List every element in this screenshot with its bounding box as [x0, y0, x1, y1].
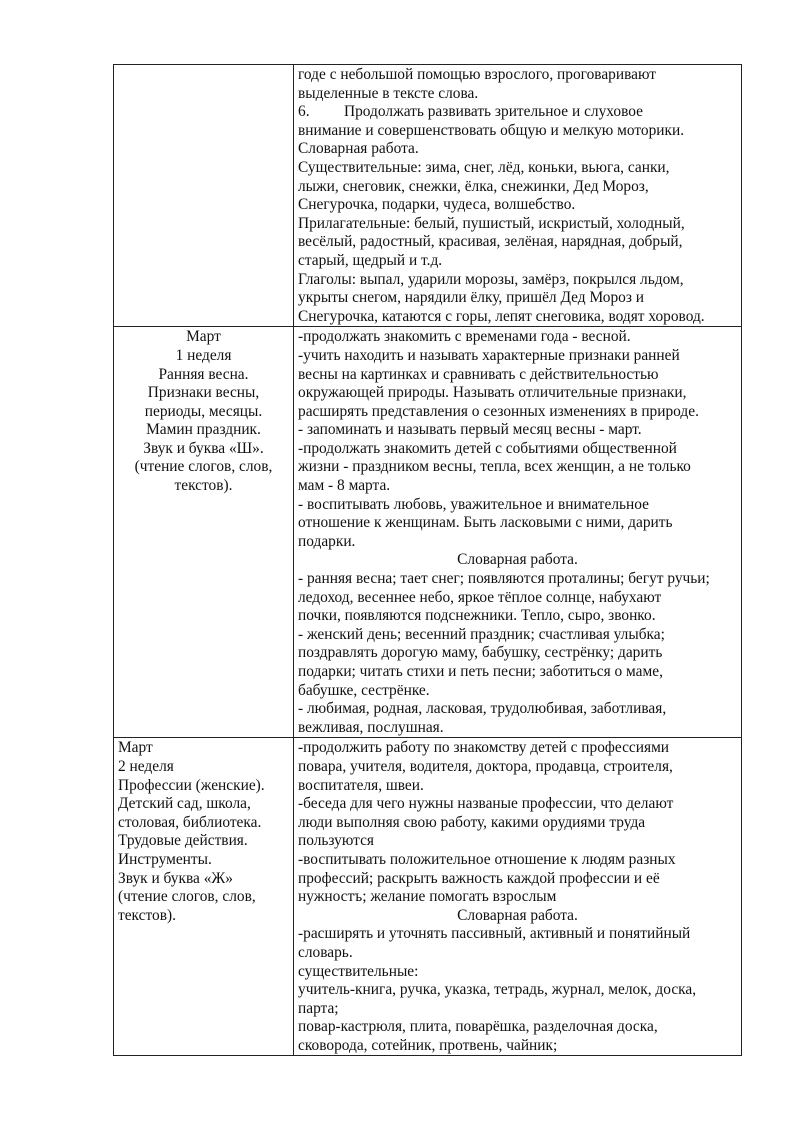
text-line: Снегурочка, подарки, чудеса, волшебство.: [298, 196, 576, 214]
text-line: пользуются: [298, 832, 374, 850]
text-line: нужностъ; желание помогать взрослым: [298, 888, 557, 906]
text-line: воспитателя, швеи.: [298, 776, 424, 794]
text-line: внимание и совершенствовать общую и мелкую моторики.: [298, 121, 685, 139]
text-line: весны на картинках и сравнивать с действительностью: [298, 365, 659, 383]
topic-line: Детский сад, школа,: [118, 795, 251, 813]
text-line: весёлый, радостный, красивая, зелёная, нарядная, добрый,: [298, 233, 683, 251]
text-line: подарки.: [298, 532, 356, 550]
text-line: бабушке, сестрёнке.: [298, 681, 430, 699]
table-row: [114, 65, 742, 327]
content-cell: [294, 738, 742, 1056]
text-line: подарки; читать стихи и петь песни; заботиться о маме,: [298, 663, 663, 680]
text-line: -продолжить работу по знакомству детей с профессиями: [298, 739, 670, 757]
topic-month: Март: [186, 328, 221, 346]
text-line: парта;: [298, 999, 339, 1017]
text-line: почки, появляются подснежники. Тепло, сыро, звонко.: [298, 607, 656, 625]
topic-line: Трудовые действия.: [118, 832, 248, 850]
text-line: -воспитывать положительное отношение к людям разных: [298, 850, 676, 868]
text-line: - ранняя весна; тает снег; появляются проталины; бегут ручьи;: [298, 570, 710, 588]
text-line: поздравлять дорогую маму, бабушку, сестрёнку; дарить: [298, 644, 663, 662]
text-line: ледоход, весеннее небо, яркое тёплое солнце, набухают: [298, 588, 662, 606]
topic-month: Март: [118, 739, 153, 757]
lesson-plan-table: [113, 64, 742, 1056]
vocabulary-heading: Словарная работа.: [457, 551, 578, 569]
text-line: мам - 8 марта.: [298, 477, 391, 495]
text-line: -беседа для чего нужны названые профессии, что делают: [298, 795, 674, 813]
table-row: [114, 738, 742, 1056]
text-line: - запоминать и называть первый месяц весны - март.: [298, 421, 642, 439]
text-line: Снегурочка, катаются с горы, лепят снеговика, водят хоровод.: [298, 307, 705, 325]
topic-line: Звук и буква «Ж»: [118, 869, 233, 887]
content-cell: [294, 327, 742, 738]
text-line: повара, учителя, водителя, доктора, продавца, строителя,: [298, 757, 673, 775]
topic-cell: [114, 327, 294, 738]
topic-week: 1 неделя: [175, 346, 232, 364]
topic-line: текстов).: [174, 477, 233, 495]
text-line: -расширять и уточнять пассивный, активный и понятийный: [298, 925, 691, 943]
text-line: существительные:: [298, 962, 419, 980]
text-line: окружающей природы. Называть отличительные признаки,: [298, 384, 687, 402]
topic-line: Профессии (женские).: [118, 776, 265, 794]
text-line: жизни - праздником весны, тепла, всех женщин, а не только: [298, 458, 691, 476]
text-line: Прилагательные: белый, пушистый, искристый, холодный,: [298, 214, 685, 232]
topic-line: Инструменты.: [118, 850, 212, 868]
text-line: Глаголы: выпал, ударили морозы, замёрз, покрылся льдом,: [298, 270, 684, 288]
topic-line: Звук и буква «Ш».: [143, 439, 264, 457]
topic-cell: [114, 738, 294, 1056]
topic-line: текстов).: [118, 906, 176, 924]
text-line: люди выполняя свою работу, какими орудиями труда: [298, 813, 646, 831]
text-line: отношение к женщинам. Быть ласковыми с ними, дарить: [298, 514, 673, 532]
text-line: годе с небольшой помощью взрослого, проговаривают: [298, 66, 657, 83]
text-line: - воспитывать любовь, уважительное и внимательное: [298, 495, 649, 513]
text-line: вежливая, послушная.: [298, 718, 444, 736]
topic-line: Ранняя весна.: [158, 365, 249, 383]
text-line: -учить находить и называть характерные признаки ранней: [298, 346, 680, 364]
text-line: лыжи, снеговик, снежки, ёлка, снежинки, Дед Мороз,: [298, 177, 649, 195]
topic-line: Признаки весны,: [147, 384, 260, 402]
topic-line: (чтение слогов, слов,: [118, 888, 256, 906]
text-line: профессий; раскрыть важность каждой профессии и её: [298, 869, 660, 887]
numbered-item: [298, 103, 737, 122]
topic-line: периоды, месяцы.: [144, 402, 263, 420]
vocabulary-heading: Словарная работа.: [298, 140, 419, 158]
text-line: расширять представления о сезонных изменениях в природе.: [298, 402, 699, 420]
text-line: сковорода, сотейник, протвень, чайник;: [298, 1036, 558, 1054]
text-line: учитель-книга, ручка, указка, тетрадь, журнал, мелок, доска,: [298, 981, 697, 999]
item-number: 6.: [298, 103, 310, 121]
text-line: укрыты снегом, нарядили ёлку, пришёл Дед Мороз и: [298, 289, 645, 307]
topic-cell: [114, 65, 294, 327]
table-row: [114, 327, 742, 738]
topic-line: столовая, библиотека.: [118, 813, 262, 831]
text-line: повар-кастрюля, плита, поварёшка, разделочная доска,: [298, 1018, 658, 1036]
text-line: Существительные: зима, снег, лёд, коньки, вьюга, санки,: [298, 158, 670, 176]
text-line: словарь.: [298, 943, 353, 961]
topic-week: 2 неделя: [118, 757, 174, 775]
topic-line: Мамин праздник.: [146, 421, 261, 439]
text-line: старый, щедрый и т.д.: [298, 251, 443, 269]
text-line: - женский день; весенний праздник; счастливая улыбка;: [298, 625, 665, 643]
vocabulary-heading: Словарная работа.: [457, 906, 578, 924]
text-line: -продолжать знакомить детей с событиями общественной: [298, 439, 677, 457]
text-line: -продолжать знакомить с временами года - весной.: [298, 328, 631, 346]
topic-line: (чтение слогов, слов,: [134, 458, 273, 476]
text-line: - любимая, родная, ласковая, трудолюбивая, заботливая,: [298, 700, 667, 718]
content-cell: [294, 65, 742, 327]
item-text: Продолжать развивать зрительное и слуховое: [344, 103, 643, 121]
text-line: выделенные в тексте слова.: [298, 84, 479, 102]
